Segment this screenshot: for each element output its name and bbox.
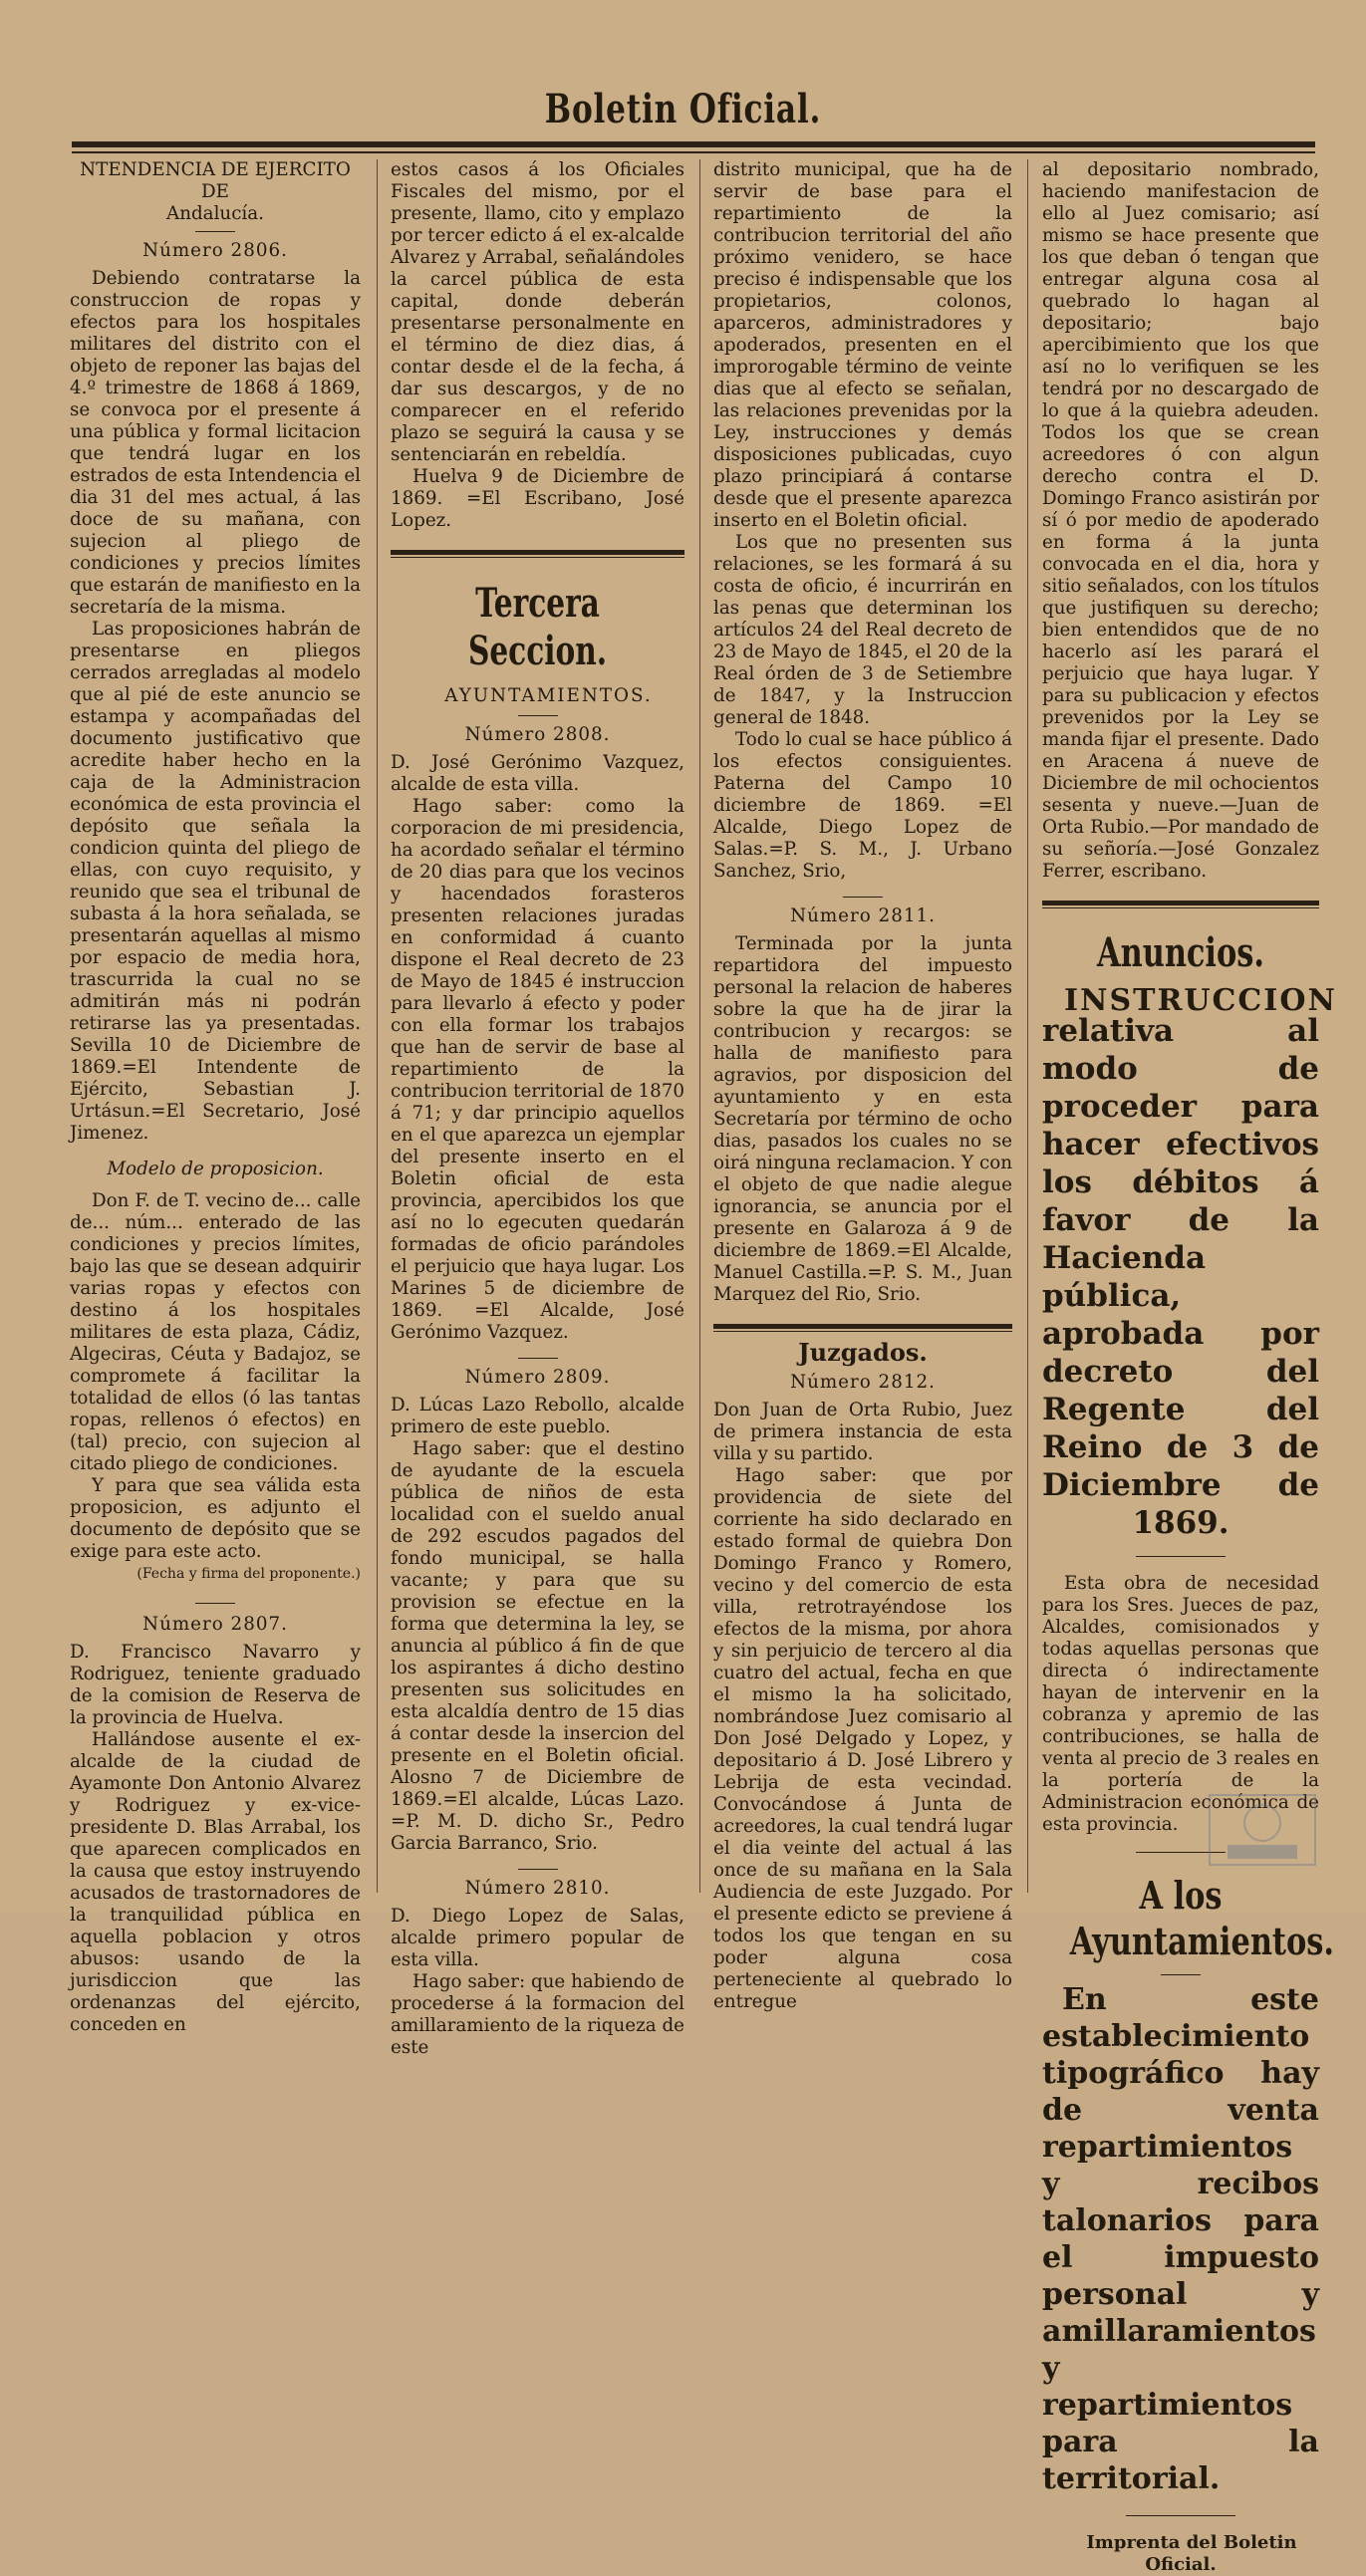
ayuntamientos-heading: A los Ayuntamientos. — [1069, 1873, 1334, 1963]
paragraph: Huelva 9 de Diciembre de 1869. =El Escribano, José Lopez. — [391, 466, 684, 531]
paragraph: Todo lo cual se hace público á los efectos consiguientes. Paterna del Campo 10 diciembre de 1869. =El Alcalde, Diego Lopez de Salas.=P. S. M., J. Urbano Sanchez, Srio, — [713, 729, 1012, 882]
divider — [195, 1603, 235, 1604]
paragraph: Hago saber: que habiendo de procederse á la formacion del amillaramiento de la riqueza de este — [391, 1971, 684, 2058]
section-rule — [713, 1324, 1012, 1329]
column-divider — [377, 159, 378, 1893]
paragraph: Y para que sea válida esta proposicion, es adjunto el documento de depósito que se exige para este acto. — [70, 1475, 361, 1562]
section-rule-thin — [391, 557, 684, 558]
section-rule-thin — [1042, 907, 1319, 908]
paragraph: Don Juan de Orta Rubio, Juez de primera instancia de esta villa y su partido. — [713, 1400, 1012, 1464]
courts-heading: Juzgados. — [798, 1338, 928, 1367]
divider — [195, 231, 235, 232]
model-heading: Modelo de proposicion. — [107, 1159, 324, 1179]
section-rule — [391, 550, 684, 555]
paragraph: D. José Gerónimo Vazquez, alcalde de esta villa. — [391, 752, 684, 795]
notice-number: Número 2806. — [142, 240, 288, 261]
column-4 — [1042, 159, 1337, 2576]
notice-number: Número 2810. — [464, 1878, 611, 1899]
section-rule-thin — [713, 1331, 1012, 1332]
org-heading: NTENDENCIA DE EJERCITO DE — [80, 159, 351, 202]
notice-number: Número 2811. — [790, 905, 936, 926]
paragraph: Los que no presenten sus relaciones, se les formará á su costa de oficio, é incurrirán en las penas que determinan los artículos 24 del Real decreto de 23 de Mayo de 1845, el 20 de la Real órden de 3 de Setiembre de 1847, y la Instruccion general de 1848. — [713, 532, 1012, 728]
paragraph: D. Diego Lopez de Salas, alcalde primero popular de esta villa. — [391, 1906, 684, 1970]
divider — [1126, 2515, 1235, 2516]
instruction-body: relativa al modo de proceder para hacer efectivos los débitos á favor de la Hacienda pública, aprobada por decreto del Regente del Reino de 3 de Diciembre de 1869. — [1042, 1013, 1319, 1541]
org-heading-2: Andalucía. — [166, 203, 264, 224]
masthead-rule — [72, 141, 1315, 147]
paragraph: Esta obra de necesidad para los Sres. Jueces de paz, Alcaldes, comisionados y todas aquellas personas que directa ó indirectamente hayan de intervenir en la cobranza y apremio de las contribuciones, se halla de venta al precio de 3 reales en la portería de la Administracion económica de esta provincia. — [1042, 1573, 1319, 1835]
divider — [518, 1358, 558, 1359]
paragraph: estos casos á los Oficiales Fiscales del mismo, por el presente, llamo, cito y emplazo por tercer edicto á el ex-alcalde Alvarez y Arrabal, señalándoles la carcel pública de esta capital, donde deberán presentarse personalmente en el término de diez dias, á contar desde el de la fecha, á dar sus descargos, y de no comparecer en el referido plazo se seguirá la causa y se sentenciarán en rebeldía. — [391, 159, 684, 465]
ads-heading: Anuncios. — [1097, 929, 1264, 976]
masthead-rule-thin — [72, 151, 1315, 153]
printer-imprint: Imprenta del Boletin Oficial. — [1086, 2532, 1297, 2575]
masthead-title: Boletin Oficial. — [544, 86, 822, 132]
divider — [518, 715, 558, 716]
library-stamp-icon — [1208, 1793, 1317, 1867]
notice-number: Número 2807. — [142, 1614, 288, 1635]
paragraph: Hago saber: que el destino de ayudante de la escuela pública de niños de esta localidad con el sueldo anual de 292 escudos pagados del fondo municipal, se halla vacante; y para que su provision se efectue en la forma que determina la ley, se anuncia al público á fin de que los aspirantes á dicho destino presenten sus solicitudes en esta alcaldía dentro de 15 dias á contar desde la insercion del presente en el Boletin oficial. Alosno 7 de Diciembre de 1869.=El alcalde, Lúcas Lazo. =P. M. D. dicho Sr., Pedro Garcia Barranco, Srio. — [391, 1438, 684, 1854]
column-divider — [1027, 159, 1028, 1893]
notice-number: Número 2812. — [790, 1372, 936, 1393]
column-1 — [70, 159, 361, 2036]
paragraph: D. Lúcas Lazo Rebollo, alcalde primero de este pueblo. — [391, 1395, 684, 1437]
section-title: Tercera Seccion. — [467, 580, 608, 674]
divider — [843, 897, 883, 898]
paragraph: al depositario nombrado, haciendo manifestacion de ello al Juez comisario; así mismo se hace presente que los que deban ó tengan que entregar alguna cosa al quebrado lo hagan al depositario; bajo apercibimiento que los que así no lo verifiquen se les tendrá por no descargado de lo que á la quiebra adeuden. Todos los que se crean acreedores ó con algun derecho contra el D. Domingo Franco asistirán por sí ó por medio de apoderado en forma á la junta convocada en el dia, hora y sitio señalados, con los títulos que justifiquen su derecho; bien entendidos que de no hacerlo así les parará el perjuicio que haya lugar. Y para su publicacion y efectos prevenidos por la Ley se manda fijar el presente. Dado en Aracena á nueve de Diciembre de mil ochocientos sesenta y nueve.—Juan de Orta Rubio.—Por mandado de su señoría.—José Gonzalez Ferrer, escribano. — [1042, 159, 1319, 882]
paragraph: D. Francisco Navarro y Rodriguez, teniente graduado de la comision de Reserva de la provincia de Huelva. — [70, 1642, 361, 1728]
divider — [1136, 1556, 1226, 1557]
divider — [518, 1869, 558, 1870]
paragraph: Hago saber: que por providencia de siete del corriente ha sido declarado en estado formal de quiebra Don Domingo Franco y Romero, vecino y del comercio de esta villa, retrotrayéndose los efectos de la misma, por ahora y sin perjuicio de tercero al dia cuatro del actual, fecha en que el mismo la ha solicitado, nombrándose Juez comisario al Don José Delgado y Lopez, y depositario á D. José Librero y Lebrija de esta vecindad. Convocándose á Junta de acreedores, la cual tendrá lugar el dia veinte del actual á las once de su mañana en la Sala Audiencia de este Juzgado. Por el presente edicto se previene á todos los que tengan en su poder alguna cosa perteneciente al quebrado lo entregue — [713, 1465, 1012, 2012]
divider — [1161, 1974, 1201, 1975]
column-3 — [713, 159, 1012, 2013]
paragraph: Hallándose ausente el ex-alcalde de la ciudad de Ayamonte Don Antonio Alvarez y Rodriguez y ex-vice-presidente D. Blas Arrabal, los que aparecen complicados en la causa que estoy instruyendo acusados de trastornadores de la tranquilidad pública en aquella poblacion y otros abusos: usando de la jurisdiccion que las ordenanzas del ejército, conceden en — [70, 1729, 361, 2035]
column-2 — [391, 159, 684, 2059]
notice-number: Número 2808. — [464, 724, 611, 745]
paragraph: Las proposiciones habrán de presentarse en pliegos cerrados arregladas al modelo que al pié de este anuncio se estampa y acompañadas del documento justificativo que acredite haber hecho en la caja de la Administracion económica de esta provincia el depósito que señala la condicion quinta del pliego de ellas, con cuyo requisito, y reunido que sea el tribunal de subasta á la hora señalada, se presentarán aquellas al mismo por espacio de media hora, trascurrida la cual no se admitirán más ni podrán retirarse las ya presentadas. Sevilla 10 de Diciembre de 1869.=El Intendente de Ejército, Sebastian J. Urtásun.=El Secretario, José Jimenez. — [70, 619, 361, 1144]
column-divider — [699, 159, 700, 1893]
paragraph: Hago saber: como la corporacion de mi presidencia, ha acordado señalar el término de 20 dias para que los vecinos y hacendados forasteros presenten relaciones juradas en conformidad á cuanto dispone el Real decreto de 23 de Mayo de 1845 é instruccion para llevarlo á efecto y poder con ella formar los trabajos que han de servir de base al repartimiento de la contribucion territorial de 1870 á 71; y dar principio aquellos en el que aparezca un ejemplar del presente inserto en el Boletin oficial de esta provincia, apercibidos los que así no lo egecuten quedarán formadas de oficio parándoles el perjuicio que haya lugar. Los Marines 5 de diciembre de 1869. =El Alcalde, José Gerónimo Vazquez. — [391, 796, 684, 1343]
paragraph: distrito municipal, que ha de servir de base para el repartimiento de la contribucion territorial del año próximo venidero, se hace preciso é indispensable que los propietarios, colonos, aparceros, administradores y apoderados, presenten en el improrogable término de veinte dias que al efecto se señalan, las relaciones prevenidas por la Ley, instrucciones y demás disposiciones publicadas, cuyo plazo principiará á contarse desde que el presente aparezca inserto en el Boletin oficial. — [713, 159, 1012, 531]
instruction-title: INSTRUCCION — [1064, 983, 1337, 1018]
paragraph: Terminada por la junta repartidora del impuesto personal la relacion de haberes sobre la que ha de jirar la contribucion y recargos: se halla de manifiesto para agravios, por disposicion del ayuntamiento y en esta Secretaría por término de ocho dias, pasados los cuales no se oirá ninguna reclamacion. Y con el objeto de que nadie alegue ignorancia, se anuncia por el presente en Galaroza á 9 de diciembre de 1869.=El Alcalde, Manuel Castilla.=P. S. M., Juan Marquez del Rio, Srio. — [713, 933, 1012, 1305]
section-rule — [1042, 901, 1319, 905]
notice-number: Número 2809. — [464, 1367, 611, 1388]
signature-note: (Fecha y firma del proponente.) — [137, 1566, 361, 1582]
paragraph: Don F. de T. vecino de... calle de... núm... enterado de las condiciones y precios límites, bajo las que se desean adquirir varias ropas y efectos con destino á los hospitales militares de esta plaza, Cádiz, Algeciras, Céuta y Badajoz, se compromete á facilitar la totalidad de ellos (ó las tantas ropas, rellenos ó efectos) en (tal) precio, con sujecion al citado pliego de condiciones. — [70, 1190, 361, 1474]
printing-notice: En este establecimiento tipográfico hay de venta repartimientos y recibos talonarios para el impuesto personal y amillaramientos y repartimientos para la territorial. — [1042, 1982, 1319, 2496]
paragraph: Debiendo contratarse la construccion de ropas y efectos para los hospitales militares del distrito con el objeto de reponer las bajas del 4.º trimestre de 1868 á 1869, se convoca por el presente á una pública y formal licitacion que tendrá lugar en los estrados de esta Intendencia el dia 31 del mes actual, á las doce de su mañana, con sujecion al pliego de condiciones y precios límites que estarán de manifiesto en la secretaría de la misma. — [70, 268, 361, 618]
subsection-heading: AYUNTAMIENTOS. — [444, 685, 653, 706]
